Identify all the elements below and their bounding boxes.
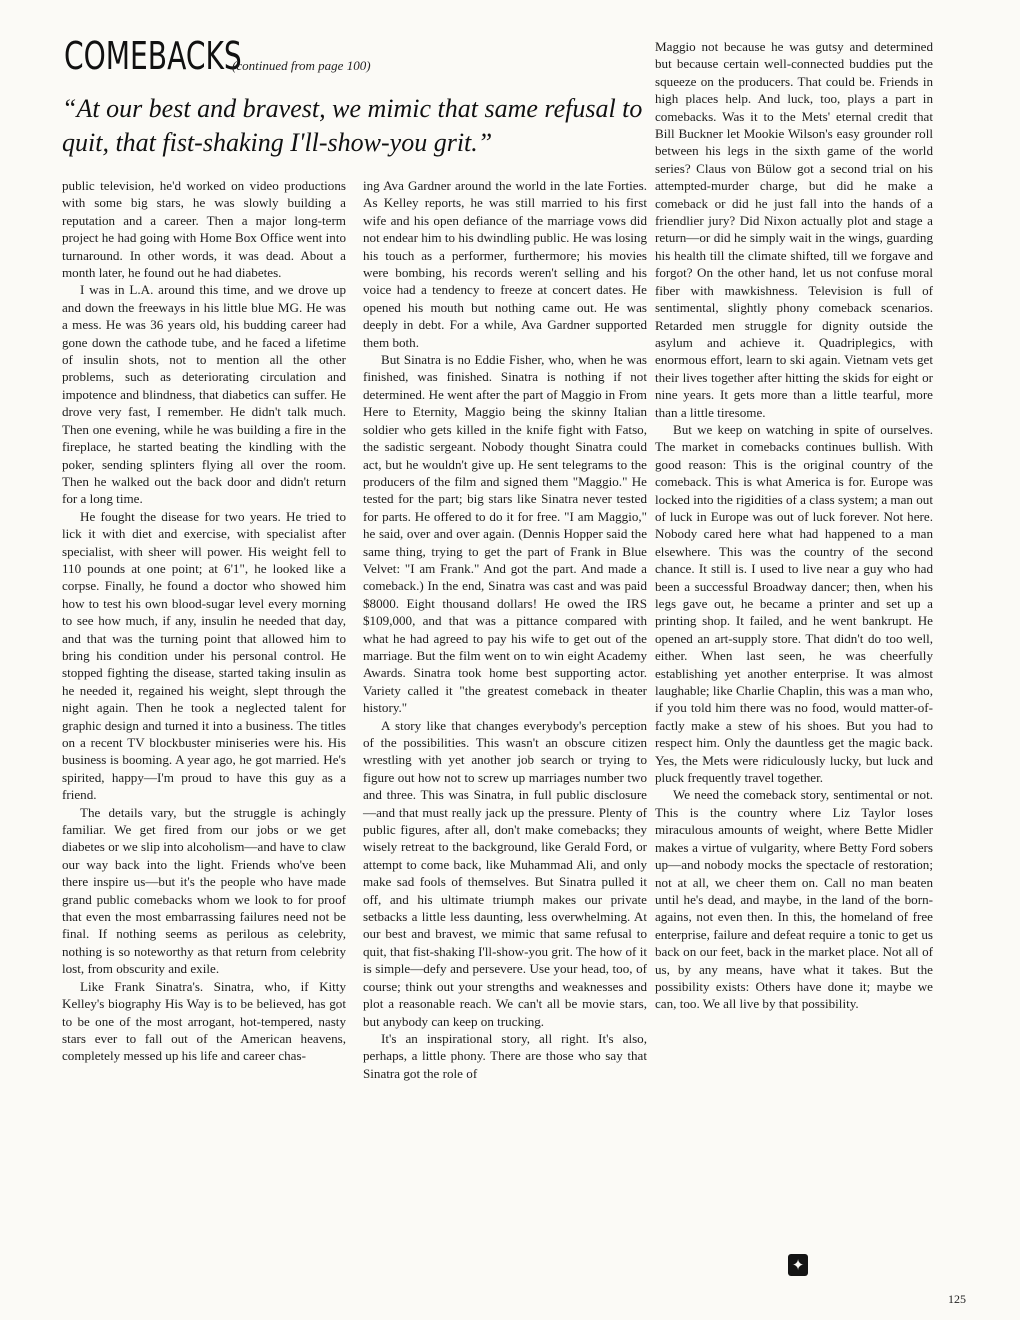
paragraph: A story like that changes everybody's perception of the possibilities. This wasn't an obscure citizen wrestling with yet another job search or trying to figure out how not to screw up marriages number two and three. This was Sinatra, in full public disclosure—and that must really jack up the pressure. Plenty of public figures, after all, don't make comebacks; they wisely retreat to the background, like Gerald Ford, or attempt to come back, like Muhammad Ali, and only make sad fools of themselves. But Sinatra pulled it off, and his ultimate triumph makes our private setbacks a little less daunting, less overwhelming. At our best and bravest, we mimic that same refusal to quit, that fist-shaking I'll-show-you grit. The how of it is simple—defy and persevere. Use your head, too, of course; think out your strengths and weaknesses and plot a reasonable reach. We can't all be movie stars, but anybody can keep on trucking. [363,717,647,1029]
paragraph: Maggio not because he was gutsy and determined but because certain well-connected buddies put the squeeze on the producers. That could be. Friends in high places help. And luck, too, plays a part in comebacks. Was it to the Mets' eternal credit that Bill Buckner let Mookie Wilson's easy grounder roll between his legs in the sixth game of the world series? Claus von Bülow got a second trial on his attempted-murder charge, but did he make a comeback or did he just fall into the hands of a friendlier jury? Did Nixon actually plot and stage a return—or did he simply wait in the wings, guarding his health till the climate shifted, till we forgave and forgot? On the other hand, let us not confuse moral fiber with mawkishness. Television is full of sentimental, slightly phony comeback scenarios. Retarded men struggle for dignity outside the asylum and achieve it. Quadriplegics, with enormous effort, learn to ski again. Vietnam vets get their lives together after hitting the skids for eight or nine years. It gets more than a little tearful, more than a little tiresome. [655,39,933,420]
paragraph: I was in L.A. around this time, and we drove up and down the freeways in his little blue MG. He was a mess. He was 36 years old, his budding career had gone down the cathode tube, and he faced a lifetime of insulin shots, not to mention all the other problems, such as deteriorating circulation and impotence and blindness, that diabetics can suffer. He drove very fast, I remember. He didn't talk much. Then one evening, while he was building a fire in the fireplace, he started beating the kindling with the poker, sending splinters flying all over the room. Then he walked out the back door and didn't return for a long time. [62,282,346,507]
paragraph: But Sinatra is no Eddie Fisher, who, when he was finished, was finished. Sinatra is nothing if not determined. He went after the part of Maggio in From Here to Eternity, Maggio being the skinny Italian soldier who gets killed in the knife fight with Fatso, the sadistic sergeant. Nobody thought Sinatra could act, but he wouldn't give up. He sent telegrams to the producers of the film and signed them "Maggio." He tested for the part; big stars like Sinatra never tested for parts. He offered to do it for free. "I am Maggio," he said, over and over again. (Dennis Hopper said the same thing, trying to get the part of Frank in Blue Velvet: "I am Frank." And got the part. And made a comeback.) In the end, Sinatra was cast and was paid $8000. Eight thousand dollars! He owed the IRS $109,000, and that was a pittance compared with what he had agreed to pay his wife to get out of the marriage. But the film went on to win eight Academy Awards. Sinatra took home best supporting actor. Variety called it "the greatest comeback in theater history." [363,352,647,716]
paragraph: public television, he'd worked on video productions with some big stars, he was slowly building a reputation and a career. Then a major long-term project he had going with Home Box Office went into turnaround. In other words, it was dead. About a month later, he found out he had diabetes. [62,178,346,281]
pull-quote: “At our best and bravest, we mimic that same refusal to quit, that fist-shaking I'll-show-you grit.” [62,94,643,157]
paragraph: ing Ava Gardner around the world in the late Forties. As Kelley reports, he was still married to his first wife and his open defiance of the marriage vows did not endear him to his dwindling public. He was losing his touch as a performer, furthermore; his movies were bombing, his records weren't selling and his voice had a tendency to freeze at concert dates. He opened his mouth but nothing came out. He was deeply in debt. For a while, Ava Gardner supported them both. [363,178,647,350]
paragraph: Like Frank Sinatra's. Sinatra, who, if Kitty Kelley's biography His Way is to be believed, has got to be one of the most arrogant, hot-tempered, nasty stars ever to fall out of the American heavens, completely messed up his life and career chas- [62,978,346,1064]
paragraph: He fought the disease for two years. He tried to lick it with diet and exercise, with specialist after specialist, with sheer will power. His weight fell to 110 pounds at one point; at 6'1", he looked like a corpse. Finally, he found a doctor who showed him how to test his own blood-sugar level every morning to see how much, if any, insulin he needed that day, and that was the turning point that allowed him to bring his condition under his personal control. He stopped fighting the disease, started taking insulin as he needed it, regained his weight, slept through the night again. Then he took a neglected talent for graphic design and turned it into a business. The titles on a recent TV blockbuster miniseries were his. His business is booming. A year ago, he got married. He's spirited, happy—I'm proud to have this guy as a friend. [62,508,346,803]
page-number: 125 [948,1292,966,1306]
text-column-2 [363,177,647,1082]
text-column-3 [655,38,933,1013]
continued-note: (continued from page 100) [232,58,371,73]
article-title: COMEBACKS [64,34,242,78]
rabbit-head-icon: ✦ [788,1254,808,1276]
paragraph: We need the comeback story, sentimental or not. This is the country where Liz Taylor loses miraculous amounts of weight, where Bette Midler makes a virtue of vulgarity, where Betty Ford sobers up—and nobody mocks the spectacle of restoration; not at all, we cheer them on. Call no man beaten until he's dead, and maybe, in the land of the born-agains, not even then. In this, the homeland of free enterprise, failure and defeat require a tonic to get us back on our feet, back in the market place. Not all of us, by any means, have what it takes. But the possibility exists: Others have done it; maybe we can, too. We all live by that possibility. [655,787,933,1012]
paragraph: It's an inspirational story, all right. It's also, perhaps, a little phony. There are those who say that Sinatra got the role of [363,1030,647,1081]
text-column-1 [62,177,346,1065]
paragraph: But we keep on watching in spite of ourselves. The market in comebacks continues bullish. With good reason: This is the original country of the comeback. This is what America is for. Europe was locked into the rigidities of a class system; a man out of luck in Europe was out of luck forever. Not here. Nobody cared here what had happened to a man elsewhere. This was the country of the second chance. It still is. I used to live near a guy who had been a successful Broadway dancer; then, when his legs gave out, he became a printer and set up a printing shop. It failed, and he went bankrupt. He opened an art-supply store. That didn't do too well, either. When last seen, he was cheerfully establishing yet another enterprise. It was almost laughable; like Charlie Chaplin, this was a man who, if you told him there was no food, would matter-of-factly make a stew of his shoes. But you had to respect him. Only the dauntless get the magic back. Yes, the Mets were ridiculously lucky, but luck and pluck frequently travel together. [655,421,933,786]
paragraph: The details vary, but the struggle is achingly familiar. We get fired from our jobs or we get diabetes or we slip into alcoholism—and have to claw our way back into the light. Friends who've been there inspire us—but it's the people who have made grand public comebacks whom we look to for proof that even the most embarrassing failures need not be final. If nothing seems as perilous as celebrity, nothing is so noteworthy as that return from celebrity lost, from obscurity and exile. [62,804,346,977]
